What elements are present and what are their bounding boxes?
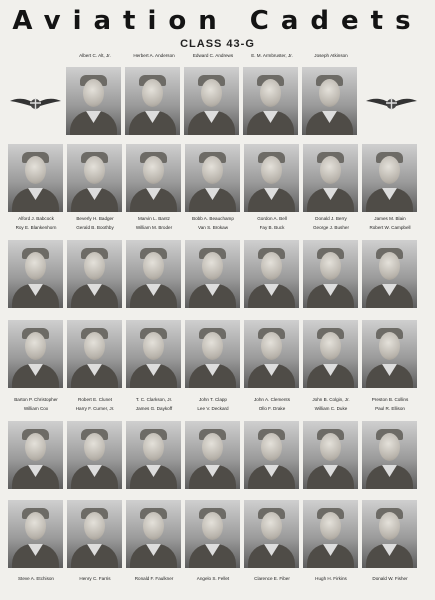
cadet-photo: [185, 421, 240, 489]
cadet-name: Edward C. Andrews: [192, 53, 234, 58]
cadet-photo: [126, 240, 181, 308]
cadet-name: Fay B. Buck: [259, 225, 285, 230]
cadet-photo: [362, 320, 417, 388]
cadet-name: John T. Clapp: [198, 397, 227, 402]
cadet-name: Roy E. Blankenhorn: [15, 225, 57, 230]
cadet-name: John B. Colgin, Jr.: [312, 397, 350, 402]
cadet-photo: [125, 67, 180, 135]
cadet-photo: [185, 320, 240, 388]
cadet-photo: [67, 421, 122, 489]
cadet-name: Gerald B. Boothby: [76, 225, 114, 230]
cadet-photo: [303, 500, 358, 568]
air-corps-wings-icon: [8, 92, 63, 116]
cadet-name: Lee V. Deckard: [197, 406, 229, 411]
cadet-photo: [66, 67, 121, 135]
cadet-photo: [244, 144, 299, 212]
cadet-photo: [185, 500, 240, 568]
cadet-name: Harry F. Curner, Jr.: [75, 406, 115, 411]
cadet-photo: [8, 421, 63, 489]
cadet-name: Paul R. Ellison: [375, 406, 405, 411]
cadet-photo: [8, 240, 63, 308]
cadet-photo: [244, 500, 299, 568]
cadet-photo: [185, 240, 240, 308]
cadet-name: T. C. Clarkson, Jr.: [135, 397, 173, 402]
cadet-name: William Cox: [23, 406, 49, 411]
cadet-name: Donald J. Berry: [315, 216, 347, 221]
cadet-photo: [126, 421, 181, 489]
cadet-photo: [244, 240, 299, 308]
cadet-name: Angelo S. Fellet: [196, 576, 230, 581]
cadet-name: Hugh H. Firkins: [315, 576, 347, 581]
cadet-name: Van S. Brokaw: [197, 225, 229, 230]
cadet-photo: [362, 421, 417, 489]
cadet-photo: [244, 421, 299, 489]
cadet-photo: [362, 144, 417, 212]
cadet-name: Marvin L. Bantz: [138, 216, 170, 221]
cadet-photo: [8, 144, 63, 212]
cadet-name: Henry C. Farris: [79, 576, 111, 581]
cadet-name: William M. Broder: [135, 225, 173, 230]
cadet-name: George J. Busher: [312, 225, 349, 230]
cadet-name: James G. Daykoff: [135, 406, 173, 411]
cadet-photo: [302, 67, 357, 135]
bottom-name-row: [0, 576, 435, 594]
cadet-photo: [362, 500, 417, 568]
cadet-name: E. M. Armbruster, Jr.: [251, 53, 293, 58]
cadet-name: Herbert A. Anderson: [133, 53, 175, 58]
cadet-photo: [362, 240, 417, 308]
cadet-name: Gordon A. Bell: [257, 216, 287, 221]
cadet-photo: [303, 421, 358, 489]
cadet-photo: [185, 144, 240, 212]
cadet-photo: [8, 500, 63, 568]
cadet-name: Joseph Atkinson: [314, 53, 348, 58]
cadet-name: Ollo F. Drake: [258, 406, 286, 411]
cadet-photo: [8, 320, 63, 388]
cadet-name: John A. Clements: [253, 397, 290, 402]
cadet-name: Albert C. Alt, Jr.: [79, 53, 111, 58]
cadet-name: Beverly H. Badger: [76, 216, 114, 221]
cadet-photo: [126, 320, 181, 388]
cadet-photo: [67, 144, 122, 212]
cadet-name: Robert W. Campbell: [369, 225, 411, 230]
cadet-photo: [244, 320, 299, 388]
cadet-photo: [303, 144, 358, 212]
cadet-name: Robert E. Clunet: [78, 397, 112, 402]
cadet-name: James M. Blain: [374, 216, 406, 221]
cadet-name: Alford J. Babcock: [18, 216, 54, 221]
cadet-name: Preston B. Collins: [371, 397, 409, 402]
cadet-name: Clarence E. Fiber: [254, 576, 290, 581]
cadet-photo: [126, 144, 181, 212]
cadet-photo: [303, 320, 358, 388]
page-title: Aviation Cadets: [12, 6, 423, 36]
cadet-photo: [184, 67, 239, 135]
cadet-photo: [67, 500, 122, 568]
cadet-photo: [303, 240, 358, 308]
cadet-photo: [67, 320, 122, 388]
cadet-photo: [126, 500, 181, 568]
cadet-name: William C. Duke: [314, 406, 348, 411]
cadet-name: Bobb A. Beauchamp: [192, 216, 234, 221]
air-corps-wings-icon: [364, 92, 419, 116]
cadet-name: Donald W. Fisher: [372, 576, 408, 581]
cadet-photo: [67, 240, 122, 308]
cadet-name: Barton P. Christopher: [14, 397, 58, 402]
cadet-photo: [243, 67, 298, 135]
cadet-name: Ronald F. Faulkner: [134, 576, 174, 581]
cadet-name: Steve A. Etchison: [17, 576, 54, 581]
class-subtitle: CLASS 43-G: [180, 38, 255, 50]
